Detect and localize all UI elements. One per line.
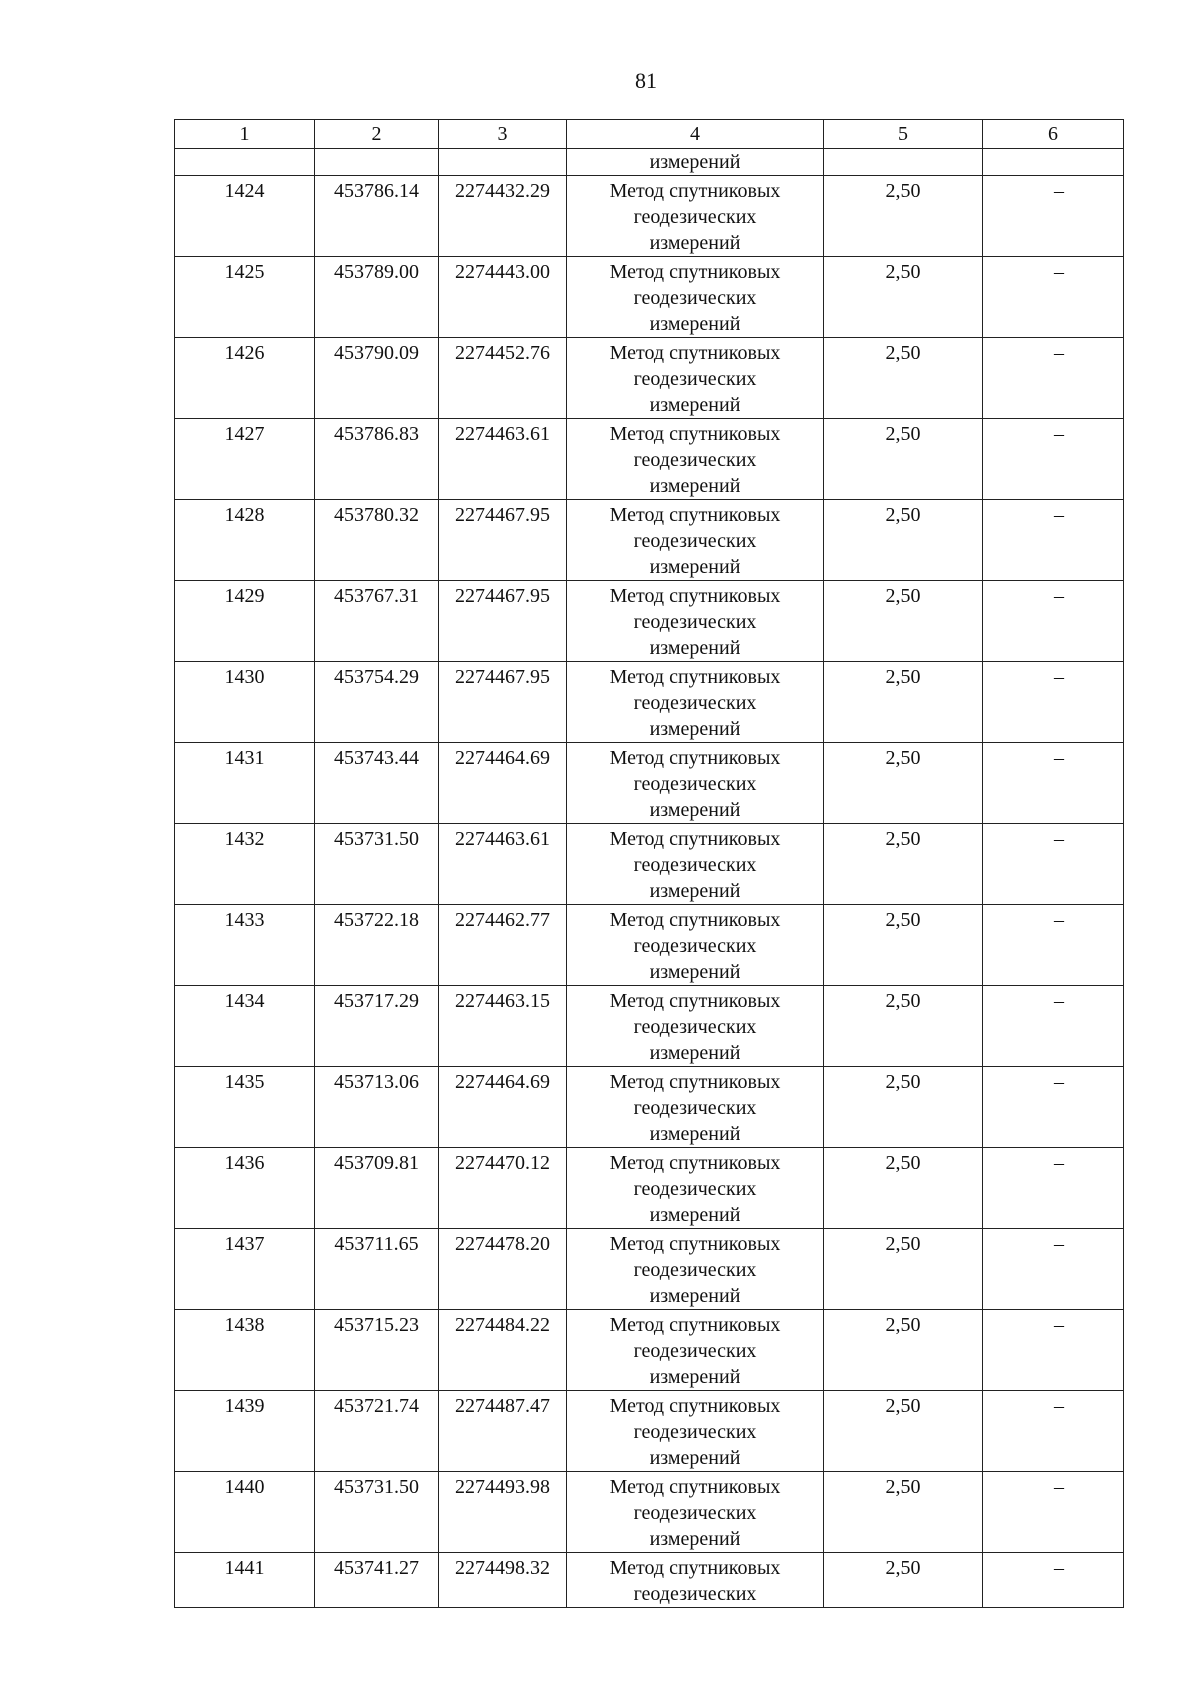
- method-line: Метод спутниковых: [609, 1233, 781, 1255]
- note-dash: –: [1054, 342, 1064, 364]
- note-cell: [983, 1553, 1124, 1608]
- x-coordinate-cell: 453717.29: [315, 986, 439, 1067]
- table-row: [175, 662, 1124, 743]
- method-line: геодезических: [633, 530, 757, 552]
- x-coordinate-cell: 453713.06: [315, 1067, 439, 1148]
- note-dash: –: [1054, 828, 1064, 850]
- accuracy-cell: 2,50: [824, 1310, 983, 1391]
- method-cell: [567, 1472, 824, 1553]
- method-cell: [567, 581, 824, 662]
- x-coordinate-cell: 453780.32: [315, 500, 439, 581]
- method-cell: [567, 905, 824, 986]
- method-line: геодезических: [633, 1340, 757, 1362]
- header-cell: 3: [439, 120, 567, 149]
- method-line: геодезических: [633, 1178, 757, 1200]
- accuracy-cell: 2,50: [824, 1148, 983, 1229]
- table-row: [175, 1067, 1124, 1148]
- accuracy-cell: 2,50: [824, 419, 983, 500]
- point-number-cell: 1439: [175, 1391, 315, 1472]
- accuracy-cell: 2,50: [824, 581, 983, 662]
- method-line: Метод спутниковых: [609, 909, 781, 931]
- method-line: измерений: [649, 313, 741, 335]
- method-line: измерений: [649, 718, 741, 740]
- y-coordinate-cell: 2274443.00: [439, 257, 567, 338]
- x-coordinate-cell: 453715.23: [315, 1310, 439, 1391]
- x-coordinate-cell: 453743.44: [315, 743, 439, 824]
- empty-cell: [824, 149, 983, 176]
- y-coordinate-cell: 2274463.15: [439, 986, 567, 1067]
- x-coordinate-cell: 453786.83: [315, 419, 439, 500]
- method-cell: [567, 419, 824, 500]
- method-cell: [567, 500, 824, 581]
- y-coordinate-cell: 2274452.76: [439, 338, 567, 419]
- table-row: [175, 1148, 1124, 1229]
- y-coordinate-cell: 2274478.20: [439, 1229, 567, 1310]
- note-cell: [983, 1148, 1124, 1229]
- note-dash: –: [1054, 1152, 1064, 1174]
- note-cell: [983, 1310, 1124, 1391]
- table-row: [175, 338, 1124, 419]
- empty-cell: [983, 149, 1124, 176]
- y-coordinate-cell: 2274463.61: [439, 824, 567, 905]
- method-line: измерений: [649, 637, 741, 659]
- accuracy-cell: 2,50: [824, 1229, 983, 1310]
- method-line: измерений: [649, 1285, 741, 1307]
- note-dash: –: [1054, 261, 1064, 283]
- point-number-cell: 1430: [175, 662, 315, 743]
- x-coordinate-cell: 453722.18: [315, 905, 439, 986]
- point-number-cell: 1435: [175, 1067, 315, 1148]
- method-line: измерений: [649, 394, 741, 416]
- method-line: геодезических: [633, 1583, 757, 1605]
- accuracy-cell: 2,50: [824, 176, 983, 257]
- y-coordinate-cell: 2274464.69: [439, 743, 567, 824]
- method-line: измерений: [649, 961, 741, 983]
- x-coordinate-cell: 453731.50: [315, 1472, 439, 1553]
- note-dash: –: [1054, 747, 1064, 769]
- note-dash: –: [1054, 666, 1064, 688]
- note-dash: –: [1054, 990, 1064, 1012]
- accuracy-cell: 2,50: [824, 662, 983, 743]
- point-number-cell: 1428: [175, 500, 315, 581]
- method-line: измерений: [649, 475, 741, 497]
- note-cell: [983, 1229, 1124, 1310]
- note-dash: –: [1054, 1476, 1064, 1498]
- accuracy-cell: 2,50: [824, 1472, 983, 1553]
- method-line: геодезических: [633, 773, 757, 795]
- method-line: Метод спутниковых: [609, 1557, 781, 1579]
- note-cell: [983, 824, 1124, 905]
- x-coordinate-cell: 453709.81: [315, 1148, 439, 1229]
- table-row: [175, 500, 1124, 581]
- x-coordinate-cell: 453767.31: [315, 581, 439, 662]
- point-number-cell: 1438: [175, 1310, 315, 1391]
- point-number-cell: 1424: [175, 176, 315, 257]
- point-number-cell: 1436: [175, 1148, 315, 1229]
- table-row: [175, 986, 1124, 1067]
- point-number-cell: 1427: [175, 419, 315, 500]
- note-cell: [983, 1472, 1124, 1553]
- method-line: Метод спутниковых: [609, 585, 781, 607]
- y-coordinate-cell: 2274467.95: [439, 662, 567, 743]
- table-row: [175, 743, 1124, 824]
- table-row: [175, 1472, 1124, 1553]
- note-cell: [983, 986, 1124, 1067]
- y-coordinate-cell: 2274470.12: [439, 1148, 567, 1229]
- note-dash: –: [1054, 504, 1064, 526]
- point-number-cell: 1429: [175, 581, 315, 662]
- method-cell: [567, 1391, 824, 1472]
- table-body: [175, 120, 1124, 1608]
- y-coordinate-cell: 2274493.98: [439, 1472, 567, 1553]
- table-row: [175, 257, 1124, 338]
- method-cell: [567, 1310, 824, 1391]
- y-coordinate-cell: 2274464.69: [439, 1067, 567, 1148]
- note-cell: [983, 1391, 1124, 1472]
- method-cell: [567, 1067, 824, 1148]
- note-cell: [983, 257, 1124, 338]
- accuracy-cell: 2,50: [824, 986, 983, 1067]
- method-line: геодезических: [633, 611, 757, 633]
- method-line: геодезических: [633, 692, 757, 714]
- table-row: [175, 581, 1124, 662]
- method-line: Метод спутниковых: [609, 828, 781, 850]
- page-number: 81: [635, 68, 657, 93]
- table-row: [175, 176, 1124, 257]
- table-row: [175, 419, 1124, 500]
- empty-cell: [175, 149, 315, 176]
- note-dash: –: [1054, 909, 1064, 931]
- coordinates-table: [174, 119, 1124, 1608]
- y-coordinate-cell: 2274463.61: [439, 419, 567, 500]
- accuracy-cell: 2,50: [824, 338, 983, 419]
- x-coordinate-cell: 453754.29: [315, 662, 439, 743]
- method-line: Метод спутниковых: [609, 1314, 781, 1336]
- y-coordinate-cell: 2274467.95: [439, 581, 567, 662]
- point-number-cell: 1432: [175, 824, 315, 905]
- method-cell: [567, 1553, 824, 1608]
- x-coordinate-cell: 453711.65: [315, 1229, 439, 1310]
- note-dash: –: [1054, 1233, 1064, 1255]
- method-line: Метод спутниковых: [609, 423, 781, 445]
- method-line: геодезических: [633, 1259, 757, 1281]
- table-row: [175, 1391, 1124, 1472]
- table-row: [175, 905, 1124, 986]
- note-dash: –: [1054, 1314, 1064, 1336]
- method-line: геодезических: [633, 287, 757, 309]
- method-line: измерений: [649, 1204, 741, 1226]
- y-coordinate-cell: 2274467.95: [439, 500, 567, 581]
- method-line: измерений: [649, 1042, 741, 1064]
- y-coordinate-cell: 2274462.77: [439, 905, 567, 986]
- point-number-cell: 1426: [175, 338, 315, 419]
- table-row: [175, 824, 1124, 905]
- note-cell: [983, 1067, 1124, 1148]
- x-coordinate-cell: 453790.09: [315, 338, 439, 419]
- note-cell: [983, 905, 1124, 986]
- note-dash: –: [1054, 585, 1064, 607]
- table-row: [175, 1310, 1124, 1391]
- accuracy-cell: 2,50: [824, 257, 983, 338]
- method-line: геодезических: [633, 1016, 757, 1038]
- accuracy-cell: 2,50: [824, 500, 983, 581]
- accuracy-cell: 2,50: [824, 1553, 983, 1608]
- method-line: Метод спутниковых: [609, 342, 781, 364]
- method-line: Метод спутниковых: [609, 747, 781, 769]
- accuracy-cell: 2,50: [824, 743, 983, 824]
- method-line: геодезических: [633, 1097, 757, 1119]
- method-cell: [567, 176, 824, 257]
- method-line: Метод спутниковых: [609, 1071, 781, 1093]
- point-number-cell: 1431: [175, 743, 315, 824]
- header-row: [175, 120, 1124, 149]
- method-line: измерений: [649, 799, 741, 821]
- method-line: геодезических: [633, 206, 757, 228]
- table-row: [175, 1553, 1124, 1608]
- method-line: Метод спутниковых: [609, 180, 781, 202]
- empty-cell: [439, 149, 567, 176]
- point-number-cell: 1437: [175, 1229, 315, 1310]
- note-cell: [983, 338, 1124, 419]
- note-dash: –: [1054, 423, 1064, 445]
- x-coordinate-cell: 453789.00: [315, 257, 439, 338]
- method-cell: [567, 338, 824, 419]
- point-number-cell: 1434: [175, 986, 315, 1067]
- method-line: геодезических: [633, 854, 757, 876]
- header-cell: 6: [983, 120, 1124, 149]
- y-coordinate-cell: 2274498.32: [439, 1553, 567, 1608]
- note-cell: [983, 500, 1124, 581]
- note-cell: [983, 176, 1124, 257]
- method-cell: [567, 257, 824, 338]
- note-cell: [983, 581, 1124, 662]
- x-coordinate-cell: 453721.74: [315, 1391, 439, 1472]
- method-line: Метод спутниковых: [609, 1476, 781, 1498]
- note-cell: [983, 743, 1124, 824]
- accuracy-cell: 2,50: [824, 1067, 983, 1148]
- x-coordinate-cell: 453731.50: [315, 824, 439, 905]
- method-line: геодезических: [633, 449, 757, 471]
- method-cell: измерений: [567, 149, 824, 176]
- method-line: измерений: [649, 232, 741, 254]
- method-line: измерений: [649, 1528, 741, 1550]
- method-line: геодезических: [633, 1421, 757, 1443]
- continuation-row: [175, 149, 1124, 176]
- note-dash: –: [1054, 1557, 1064, 1579]
- header-cell: 5: [824, 120, 983, 149]
- method-line: геодезических: [633, 368, 757, 390]
- point-number-cell: 1433: [175, 905, 315, 986]
- y-coordinate-cell: 2274432.29: [439, 176, 567, 257]
- method-line: геодезических: [633, 935, 757, 957]
- x-coordinate-cell: 453786.14: [315, 176, 439, 257]
- accuracy-cell: 2,50: [824, 905, 983, 986]
- note-dash: –: [1054, 180, 1064, 202]
- accuracy-cell: 2,50: [824, 824, 983, 905]
- point-number-cell: 1425: [175, 257, 315, 338]
- table-row: [175, 1229, 1124, 1310]
- y-coordinate-cell: 2274484.22: [439, 1310, 567, 1391]
- x-coordinate-cell: 453741.27: [315, 1553, 439, 1608]
- point-number-cell: 1440: [175, 1472, 315, 1553]
- method-line: измерений: [649, 556, 741, 578]
- method-line: Метод спутниковых: [609, 261, 781, 283]
- method-line: Метод спутниковых: [609, 504, 781, 526]
- note-dash: –: [1054, 1071, 1064, 1093]
- method-cell: [567, 824, 824, 905]
- method-cell: [567, 986, 824, 1067]
- method-cell: [567, 743, 824, 824]
- header-cell: 1: [175, 120, 315, 149]
- method-line: измерений: [649, 1447, 741, 1469]
- note-dash: –: [1054, 1395, 1064, 1417]
- method-cell: [567, 1229, 824, 1310]
- method-line: измерений: [649, 1366, 741, 1388]
- header-cell: 2: [315, 120, 439, 149]
- method-line: измерений: [649, 880, 741, 902]
- method-cell: [567, 1148, 824, 1229]
- empty-cell: [315, 149, 439, 176]
- method-line: геодезических: [633, 1502, 757, 1524]
- note-cell: [983, 419, 1124, 500]
- accuracy-cell: 2,50: [824, 1391, 983, 1472]
- method-line: измерений: [649, 1123, 741, 1145]
- y-coordinate-cell: 2274487.47: [439, 1391, 567, 1472]
- method-line: Метод спутниковых: [609, 1395, 781, 1417]
- header-cell: 4: [567, 120, 824, 149]
- method-line: Метод спутниковых: [609, 666, 781, 688]
- method-cell: [567, 662, 824, 743]
- note-cell: [983, 662, 1124, 743]
- method-line: Метод спутниковых: [609, 1152, 781, 1174]
- method-line: Метод спутниковых: [609, 990, 781, 1012]
- point-number-cell: 1441: [175, 1553, 315, 1608]
